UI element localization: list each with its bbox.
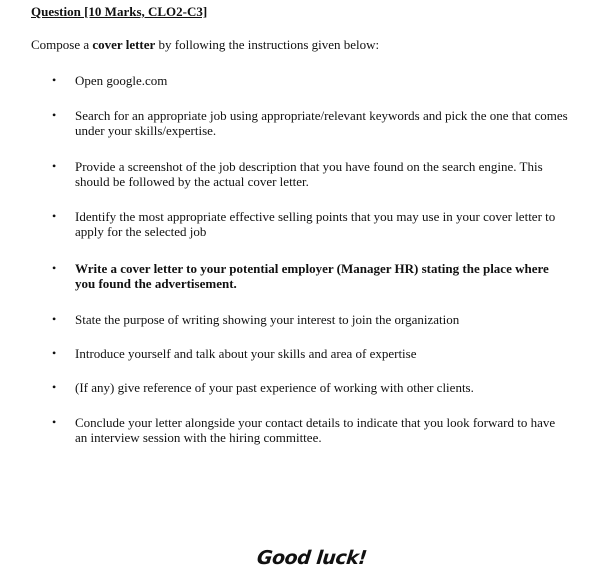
intro-emphasis: cover letter — [92, 37, 156, 52]
bullet-icon: • — [52, 346, 57, 360]
intro-text — [31, 37, 379, 53]
bullet-icon: • — [52, 159, 57, 173]
list-item-text: Search for an appropriate job using appropriate/relevant keywords and pick the one that comes under your skills/expertise. — [75, 108, 568, 138]
intro-suffix: by following the instructions given below: — [155, 37, 380, 52]
list-item-text: Open google.com — [75, 73, 168, 88]
question-heading: Question [10 Marks, CLO2-C3] — [31, 4, 208, 19]
bullet-icon: • — [52, 312, 57, 326]
list-item-text: State the purpose of writing showing your interest to join the organization — [75, 312, 460, 327]
bullet-icon: • — [52, 380, 57, 394]
list-item-text: Provide a screenshot of the job description that you have found on the search engine. This should be followed by the actual cover letter. — [75, 159, 543, 189]
list-item-text: (If any) give reference of your past experience of working with other clients. — [75, 380, 474, 395]
list-item-text: Introduce yourself and talk about your skills and area of expertise — [75, 346, 417, 361]
list-item-text: Identify the most appropriate effective selling points that you may use in your cover letter to apply for the selected job — [75, 209, 556, 239]
bullet-icon: • — [52, 108, 57, 122]
list-item-text: Write a cover letter to your potential employer (Manager HR) stating the place where you found the advertisement. — [75, 261, 549, 291]
good-luck-signoff: Good luck! — [255, 547, 368, 569]
list-item-text: Conclude your letter alongside your contact details to indicate that you look forward to have an interview session with the hiring committee. — [75, 415, 556, 445]
bullet-icon: • — [52, 415, 57, 429]
bullet-icon: • — [52, 261, 57, 275]
bullet-icon: • — [52, 209, 57, 223]
intro-prefix: Compose a — [31, 37, 93, 52]
bullet-icon: • — [52, 73, 57, 87]
